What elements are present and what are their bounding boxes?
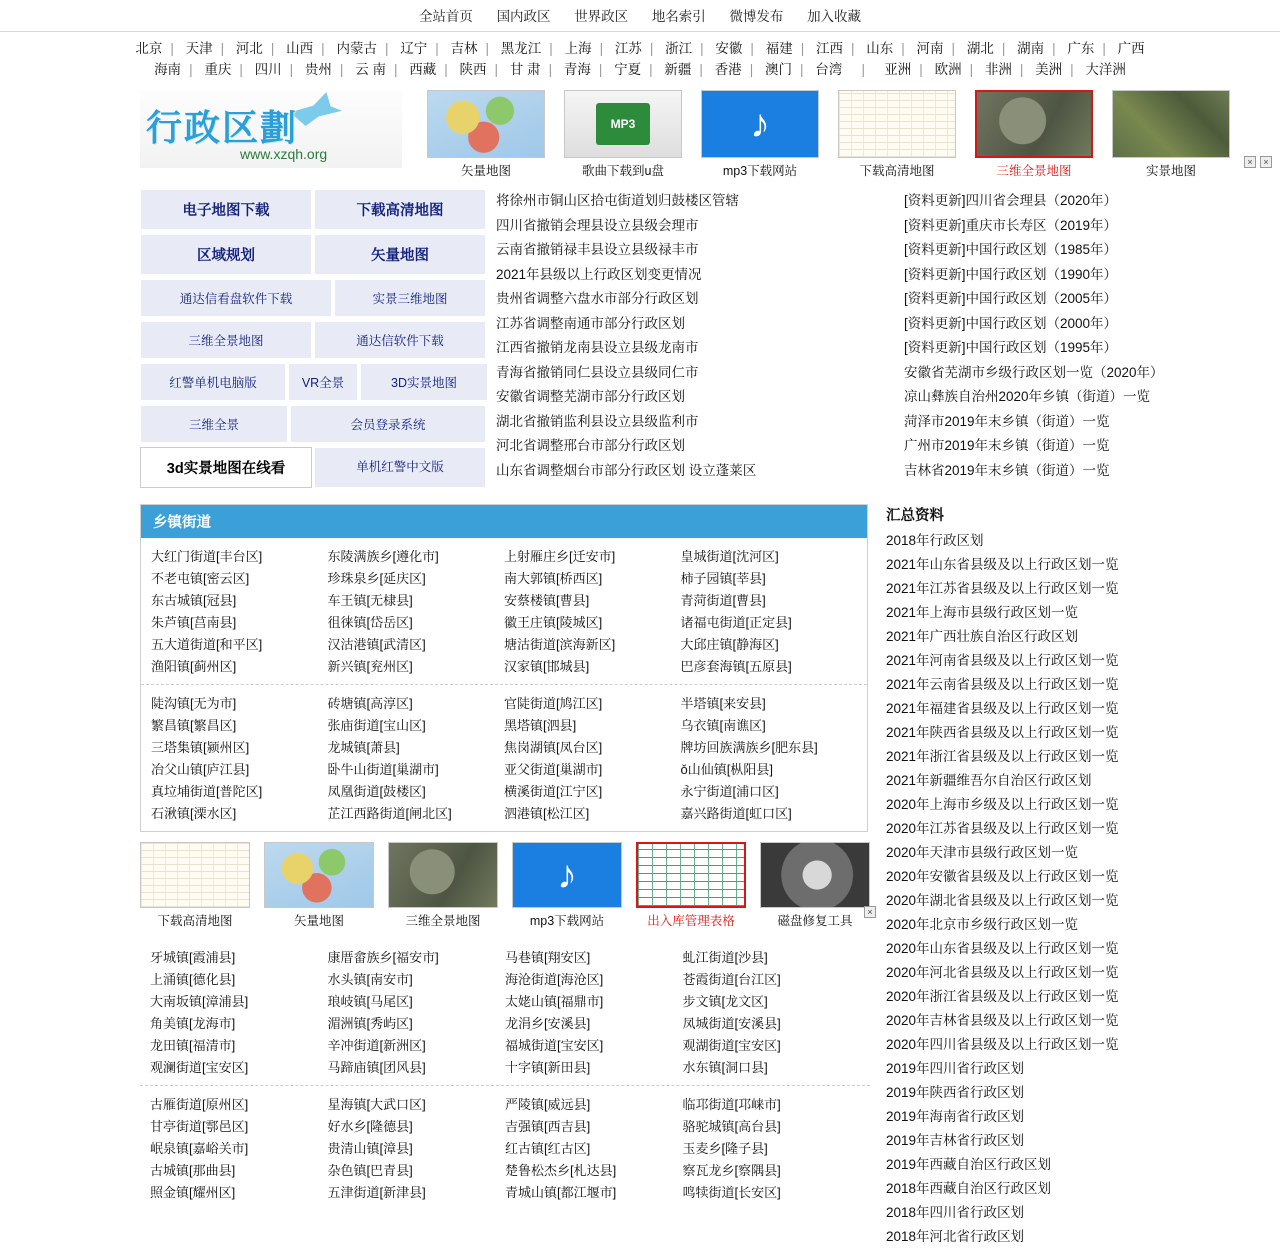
summary-title: 汇总资料: [886, 508, 944, 524]
thumb-label: 实景地图: [1145, 164, 1196, 178]
thumb-song-download[interactable]: [564, 90, 682, 179]
summary-item[interactable]: 2020年北京市乡级行政区划一览: [886, 917, 1079, 932]
town-link[interactable]: 福城街道[宝安区]: [505, 1038, 604, 1053]
region-link-hainan[interactable]: 海南: [154, 62, 182, 77]
main-columns: [0, 181, 1280, 492]
thumb-label: 三维全景地图: [405, 914, 481, 928]
button-tdx-software-download[interactable]: 通达信软件下载: [314, 321, 486, 359]
update-item[interactable]: [资料更新]中国行政区划（1985年）: [904, 242, 1118, 257]
town-link[interactable]: 楚鲁松杰乡[札达县]: [505, 1163, 617, 1178]
town-link[interactable]: 芷江西路街道[闸北区]: [327, 806, 452, 821]
region-link-tianjin[interactable]: 天津: [185, 41, 213, 56]
town-link[interactable]: 汉家镇[邯城县]: [504, 659, 590, 674]
town-link[interactable]: 亚父街道[巢湖市]: [504, 762, 603, 777]
region-link-sichuan[interactable]: 四川: [254, 62, 282, 77]
region-link-hongkong[interactable]: 香港: [714, 62, 742, 77]
town-link[interactable]: 严陵镇[威远县]: [505, 1097, 591, 1112]
close-icon[interactable]: ×: [1260, 156, 1272, 168]
town-link[interactable]: 龙城镇[萧县]: [327, 740, 400, 755]
updates-list: [888, 189, 1188, 492]
news-item[interactable]: 安徽省调整芜湖市部分行政区划: [496, 389, 685, 404]
nav-link-weibo[interactable]: 微博发布: [729, 9, 784, 24]
region-link-liaoning[interactable]: 辽宁: [400, 41, 428, 56]
town-link[interactable]: 冶父山镇[庐江县]: [151, 762, 250, 777]
town-link[interactable]: 渔阳镇[蓟州区]: [151, 659, 237, 674]
town-link[interactable]: 徽王庄镇[陵城区]: [504, 615, 603, 630]
thumb-image: [264, 842, 374, 908]
town-link[interactable]: 东古城镇[冠县]: [151, 593, 237, 608]
town-link[interactable]: 真垃埔街道[普陀区]: [151, 784, 263, 799]
button-red-alert-cn[interactable]: [314, 447, 486, 488]
towns-panel-title: 乡镇街道: [141, 505, 867, 538]
button-3d-real-scene-map[interactable]: 3D实景地图: [360, 363, 488, 401]
town-link[interactable]: 杂色镇[巴青县]: [327, 1163, 413, 1178]
region-link-guangxi[interactable]: 广西: [1117, 41, 1145, 56]
thumb-hd-map-download[interactable]: [838, 90, 956, 179]
thumb-image: [636, 842, 746, 908]
town-link[interactable]: 乌衣镇[南谯区]: [680, 718, 766, 733]
town-link[interactable]: 大邱庄镇[静海区]: [680, 637, 779, 652]
summary-item[interactable]: 2021年江苏省县级及以上行政区划一览: [886, 581, 1119, 596]
button-red-alert-pc[interactable]: 红警单机电脑版: [140, 363, 286, 401]
region-link-hunan[interactable]: 湖南: [1017, 41, 1045, 56]
mid-thumbnail-row: [140, 832, 873, 933]
region-link-fujian[interactable]: 福建: [765, 41, 793, 56]
news-item[interactable]: 四川省撤销会理县设立县级会理市: [496, 217, 699, 233]
town-link[interactable]: 皇城街道[沈河区]: [680, 549, 779, 564]
button-3d-panorama-map[interactable]: 三维全景地图: [140, 321, 312, 359]
midthumb-vector-map[interactable]: [264, 842, 374, 929]
town-link[interactable]: 龙田镇[福清市]: [150, 1038, 236, 1053]
midthumb-3d-panorama-map[interactable]: [388, 842, 498, 929]
town-link[interactable]: 康厝畲族乡[福安市]: [327, 950, 439, 965]
thumb-label: 矢量地图: [293, 914, 344, 928]
music-note-icon: ♪: [750, 102, 770, 146]
town-link[interactable]: 石湫镇[溧水区]: [151, 806, 237, 821]
summary-item[interactable]: 2019年西藏自治区行政区划: [886, 1157, 1052, 1172]
thumb-mp3-site[interactable]: [701, 90, 819, 179]
top-thumbnail-row: [427, 90, 1230, 179]
update-item[interactable]: 凉山彝族自治州2020年乡镇（街道）一览: [904, 389, 1151, 404]
region-link-shanghai[interactable]: 上海: [564, 41, 592, 56]
region-link-shanxi[interactable]: 山西: [286, 41, 314, 56]
summary-item[interactable]: 2020年上海市乡级及以上行政区划一览: [886, 797, 1119, 812]
town-link[interactable]: 海沧街道[海沧区]: [505, 972, 604, 987]
town-link[interactable]: 卧牛山街道[巢湖市]: [327, 762, 439, 777]
town-link[interactable]: 马蹄庙镇[团风县]: [327, 1060, 426, 1075]
update-item[interactable]: 吉林省2019年末乡镇（街道）一览: [904, 462, 1110, 478]
town-link[interactable]: 半塔镇[来安县]: [680, 696, 766, 711]
news-list: [488, 189, 888, 492]
summary-item[interactable]: 2019年陕西省行政区划: [886, 1085, 1025, 1100]
town-link[interactable]: 古城镇[那曲县]: [150, 1163, 236, 1178]
region-link-taiwan[interactable]: 台湾: [815, 62, 843, 77]
summary-item[interactable]: 2021年云南省县级及以上行政区划一览: [886, 677, 1119, 692]
summary-item[interactable]: 2020年湖北省县级及以上行政区划一览: [886, 893, 1119, 908]
thumb-image: [760, 842, 870, 908]
summary-item[interactable]: 2019年吉林省行政区划: [886, 1133, 1025, 1148]
midthumb-hd-map-download[interactable]: [140, 842, 250, 929]
town-link[interactable]: 古雁街道[原州区]: [150, 1097, 249, 1112]
town-link[interactable]: 新兴镇[兖州区]: [327, 659, 413, 674]
town-link[interactable]: 焦岗湖镇[凤台区]: [504, 740, 603, 755]
thumb-label: 下载高清地图: [859, 164, 935, 178]
update-item[interactable]: [资料更新]中国行政区划（1995年）: [904, 340, 1118, 355]
town-link[interactable]: 水东镇[洞口县]: [682, 1060, 768, 1075]
quick-links-panel: [140, 189, 457, 492]
town-link[interactable]: 青菏街道[曹县]: [680, 593, 766, 608]
region-row-2: 海南 | 重庆 | 四川 | 贵州 | 云 南 | 西藏 | 陕西 | 甘 肃 | 青海 | 宁夏 | 新疆 | 香港 | 澳门 | 台湾 | 亚洲 | 欧洲 | 非洲 | 美洲 | 大洋洲: [0, 59, 1280, 80]
region-link-shaanxi[interactable]: 陕西: [459, 62, 487, 77]
thumb-label: 三维全景地图: [996, 164, 1072, 178]
thumb-image: [975, 90, 1093, 158]
town-link[interactable]: 凤凰街道[鼓楼区]: [327, 784, 426, 799]
town-link[interactable]: 大红门街道[丰台区]: [151, 549, 263, 564]
region-link-oceania[interactable]: 大洋洲: [1085, 62, 1126, 77]
news-item[interactable]: 湖北省撤销监利县设立县级监利市: [496, 413, 699, 429]
region-link-zhejiang[interactable]: 浙江: [665, 41, 693, 56]
town-link[interactable]: 虬江街道[沙县]: [682, 950, 768, 965]
region-link-qinghai[interactable]: 青海: [563, 62, 591, 77]
region-link-chongqing[interactable]: 重庆: [204, 62, 232, 77]
town-link[interactable]: 上涌镇[德化县]: [150, 972, 236, 987]
mp3-icon: MP3: [596, 103, 650, 145]
region-link-beijing[interactable]: 北京: [135, 41, 163, 56]
region-link-africa[interactable]: 非洲: [984, 62, 1012, 77]
thumb-label: 磁盘修复工具: [777, 914, 853, 928]
button-member-login[interactable]: 会员登录系统: [290, 405, 486, 443]
summary-item[interactable]: 2020年四川省县级及以上行政区划一览: [886, 1037, 1119, 1052]
town-link[interactable]: 察瓦龙乡[察隅县]: [682, 1163, 781, 1178]
summary-item[interactable]: 2021年福建省县级及以上行政区划一览: [886, 701, 1119, 716]
town-link[interactable]: 三塔集镇[颍州区]: [151, 740, 250, 755]
update-item[interactable]: [资料更新]四川省会理县（2020年）: [904, 193, 1118, 208]
button-hd-map-download[interactable]: 下载高清地图: [314, 189, 486, 230]
town-link[interactable]: 红古镇[红古区]: [505, 1141, 591, 1156]
town-link[interactable]: 汉沽港镇[武清区]: [327, 637, 426, 652]
town-link[interactable]: ǒ山仙镇[枞阳县]: [680, 762, 773, 777]
region-link-neimenggu[interactable]: 内蒙古: [336, 41, 377, 56]
region-link-ningxia[interactable]: 宁夏: [614, 62, 642, 77]
region-link-yunnan[interactable]: 云 南: [355, 62, 386, 77]
lower-section: [0, 492, 1280, 1249]
region-link-guizhou[interactable]: 贵州: [304, 62, 332, 77]
town-link[interactable]: 角美镇[龙海市]: [150, 1016, 236, 1031]
region-link-gansu[interactable]: 甘 肃: [509, 62, 541, 77]
news-item[interactable]: 江西省撤销龙南县设立县级龙南市: [496, 340, 699, 355]
town-link[interactable]: 湄洲镇[秀屿区]: [327, 1016, 413, 1031]
town-link[interactable]: 繁昌镇[繁昌区]: [151, 718, 237, 733]
region-link-asia[interactable]: 亚洲: [884, 62, 912, 77]
button-3d-real-map[interactable]: 实景三维地图: [334, 279, 486, 317]
region-row-1: 北京 | 天津 | 河北 | 山西 | 内蒙古 | 辽宁 | 吉林 | 黑龙江 | 上海 | 江苏 | 浙江 | 安徽 | 福建 | 江西 | 山东 | 河南 | 湖北 | 湖南 | 广东 | 广西: [0, 38, 1280, 59]
nav-link-domestic[interactable]: 国内政区: [496, 9, 551, 24]
summary-item[interactable]: 2021年河南省县级及以上行政区划一览: [886, 653, 1119, 668]
town-link[interactable]: 临邛街道[邛崃市]: [682, 1097, 781, 1112]
summary-item[interactable]: 2021年广西壮族自治区行政区划: [886, 629, 1079, 644]
town-link[interactable]: 贵清山镇[漳县]: [327, 1141, 413, 1156]
button-3d-panorama[interactable]: 三维全景: [140, 405, 288, 443]
nav-link-home[interactable]: 全站首页: [418, 9, 473, 24]
town-link[interactable]: 甘亭街道[鄠邑区]: [150, 1119, 249, 1134]
town-link[interactable]: 十字镇[新田县]: [505, 1060, 591, 1075]
town-link[interactable]: 观澜街道[宝安区]: [150, 1060, 249, 1075]
news-item[interactable]: 河北省调整邢台市部分行政区划: [496, 438, 685, 453]
region-links: [0, 32, 1280, 84]
summary-item[interactable]: 2018年西藏自治区行政区划: [886, 1181, 1052, 1196]
close-icon[interactable]: ×: [1244, 156, 1256, 168]
town-link[interactable]: 大南坂镇[漳浦县]: [150, 994, 249, 1009]
button-vr-panorama[interactable]: VR全景: [288, 363, 358, 401]
summary-item[interactable]: 2020年山东省县级及以上行政区划一览: [886, 941, 1119, 956]
town-link[interactable]: 星海镇[大武口区]: [327, 1097, 426, 1112]
thumb-label: 歌曲下载到u盘: [582, 164, 664, 178]
town-link[interactable]: 黑塔镇[泗县]: [504, 718, 577, 733]
midthumb-inventory-template[interactable]: [636, 842, 746, 929]
town-link[interactable]: 凤城街道[安溪县]: [682, 1016, 781, 1031]
news-item[interactable]: 山东省调整烟台市部分行政区划 设立蓬莱区: [496, 462, 757, 478]
town-link[interactable]: 牙城镇[霞浦县]: [150, 950, 236, 965]
thumb-label: mp3下载网站: [722, 164, 798, 178]
town-link[interactable]: 官陡街道[鸠江区]: [504, 696, 603, 711]
summary-item[interactable]: 2020年吉林省县级及以上行政区划一览: [886, 1013, 1119, 1028]
region-link-europe[interactable]: 欧洲: [934, 62, 962, 77]
town-link[interactable]: 岷泉镇[嘉峪关市]: [150, 1141, 249, 1156]
town-link[interactable]: 琅岐镇[马尾区]: [327, 994, 413, 1009]
update-item[interactable]: 安徽省芜湖市乡级行政区划一览（2020年）: [904, 364, 1164, 380]
logo-url: www.xzqh.org: [240, 146, 328, 162]
town-link[interactable]: 横溪街道[江宁区]: [504, 784, 603, 799]
region-link-jilin[interactable]: 吉林: [450, 41, 478, 56]
update-item[interactable]: 广州市2019年末乡镇（街道）一览: [904, 438, 1110, 453]
town-link[interactable]: 陡沟镇[无为市]: [151, 696, 237, 711]
town-link[interactable]: 骆驼城镇[高台县]: [682, 1119, 781, 1134]
towns-block-1: [141, 538, 867, 685]
town-link[interactable]: 马巷镇[翔安区]: [505, 950, 591, 965]
town-link[interactable]: 龙涓乡[安溪县]: [505, 1016, 591, 1031]
top-navigation: [0, 0, 1280, 32]
midthumb-disk-repair-tool[interactable]: [760, 842, 870, 929]
town-link[interactable]: 徂徕镇[岱岳区]: [327, 615, 413, 630]
quick-links-grid: [140, 189, 490, 492]
towns-block-4: [140, 1086, 870, 1210]
news-item[interactable]: 贵州省调整六盘水市部分行政区划: [496, 291, 699, 306]
nav-link-placename-index[interactable]: 地名索引: [651, 9, 706, 24]
region-link-xizang[interactable]: 西藏: [409, 62, 437, 77]
thumb-label: 出入库管理表格: [647, 914, 735, 928]
town-link[interactable]: 诸福屯街道[正定县]: [680, 615, 792, 630]
town-link[interactable]: 鸣犊街道[长安区]: [682, 1185, 781, 1200]
town-link[interactable]: 珍珠泉乡[延庆区]: [327, 571, 426, 586]
news-item[interactable]: 江苏省调整南通市部分行政区划: [496, 315, 685, 331]
summary-item[interactable]: 2021年浙江省县级及以上行政区划一览: [886, 749, 1119, 764]
nav-link-bookmark[interactable]: 加入收藏: [807, 9, 862, 24]
region-link-macau[interactable]: 澳门: [764, 62, 792, 77]
town-link[interactable]: 朱芦镇[莒南县]: [151, 615, 237, 630]
thumb-label: 下载高清地图: [157, 914, 233, 928]
site-logo[interactable]: [140, 90, 402, 168]
towns-block-3: [140, 939, 870, 1086]
midthumb-mp3-site[interactable]: [512, 842, 622, 929]
thumb-image: [564, 90, 682, 158]
news-item[interactable]: 青海省撤销同仁县设立县级同仁市: [496, 364, 699, 380]
summary-item[interactable]: 2018年四川省行政区划: [886, 1205, 1025, 1220]
thumb-image: [838, 90, 956, 158]
summary-item[interactable]: 2020年江苏省县级及以上行政区划一览: [886, 821, 1119, 836]
summary-item[interactable]: 2019年海南省行政区划: [886, 1109, 1025, 1124]
towns-block-2: [141, 685, 867, 831]
region-link-guangdong[interactable]: 广东: [1067, 41, 1095, 56]
summary-item[interactable]: 2021年陕西省县级及以上行政区划一览: [886, 725, 1119, 740]
button-region-planning[interactable]: 区域规划: [140, 234, 312, 275]
towns-panel: [140, 504, 868, 832]
region-link-hebei[interactable]: 河北: [235, 41, 263, 56]
thumb-label: 矢量地图: [460, 164, 511, 178]
region-link-shandong[interactable]: 山东: [866, 41, 894, 56]
news-item[interactable]: 将徐州市铜山区拾屯街道划归鼓楼区管辖: [496, 193, 739, 208]
region-link-jiangsu[interactable]: 江苏: [614, 41, 642, 56]
thumb-image: [512, 842, 622, 908]
thumb-image: [140, 842, 250, 908]
button-label: 单机红警中文版: [356, 460, 444, 474]
town-link[interactable]: 安蔡楼镇[曹县]: [504, 593, 590, 608]
region-link-xinjiang[interactable]: 新疆: [664, 62, 692, 77]
summary-panel: [870, 504, 1170, 1249]
region-link-henan[interactable]: 河南: [916, 41, 944, 56]
summary-item[interactable]: 2021年山东省县级及以上行政区划一览: [886, 557, 1119, 572]
town-link[interactable]: 南大郭镇[桥西区]: [504, 571, 603, 586]
town-link[interactable]: 柿子园镇[莘县]: [680, 571, 766, 586]
town-link[interactable]: 辛冲街道[新洲区]: [327, 1038, 426, 1053]
thumb-image: [388, 842, 498, 908]
thumb-vector-map[interactable]: [427, 90, 545, 179]
town-link[interactable]: 上射雁庄乡[迁安市]: [504, 549, 616, 564]
region-link-jiangxi[interactable]: 江西: [815, 41, 843, 56]
button-tdx-viewer-download[interactable]: 通达信看盘软件下载: [140, 279, 332, 317]
thumb-label: mp3下载网站: [529, 914, 605, 928]
town-link[interactable]: 车王镇[无棣县]: [327, 593, 413, 608]
town-link[interactable]: 不老屯镇[密云区]: [151, 571, 250, 586]
summary-item[interactable]: 2021年上海市县级行政区划一览: [886, 605, 1079, 620]
news-item[interactable]: 2021年县级以上行政区划变更情况: [496, 266, 702, 282]
news-item[interactable]: 云南省撤销禄丰县设立县级禄丰市: [496, 242, 699, 257]
town-link[interactable]: 太姥山镇[福鼎市]: [505, 994, 604, 1009]
update-item[interactable]: [资料更新]中国行政区划（2005年）: [904, 291, 1118, 306]
town-link[interactable]: 五大道街道[和平区]: [151, 637, 263, 652]
town-link[interactable]: 巴彦套海镇[五原县]: [680, 659, 792, 674]
town-link[interactable]: 五津街道[新津县]: [327, 1185, 426, 1200]
summary-item[interactable]: 2019年四川省行政区划: [886, 1061, 1025, 1076]
town-link[interactable]: 牌坊回族满族乡[肥东县]: [680, 740, 818, 755]
town-link[interactable]: 砖塘镇[高淳区]: [327, 696, 413, 711]
thumb-3d-panorama-map[interactable]: [975, 90, 1093, 179]
thumb-image: [701, 90, 819, 158]
town-link[interactable]: 好水乡[隆德县]: [327, 1119, 413, 1134]
region-link-anhui[interactable]: 安徽: [715, 41, 743, 56]
town-link[interactable]: 水头镇[南安市]: [327, 972, 413, 987]
button-emap-download[interactable]: 电子地图下载: [140, 189, 312, 230]
button-3d-map-online[interactable]: 3d实景地图在线看: [140, 447, 312, 488]
thumb-image: [1112, 90, 1230, 158]
banner-strip: [0, 84, 1280, 181]
close-icon[interactable]: ×: [864, 906, 876, 918]
music-note-icon: ♪: [557, 853, 577, 897]
town-link[interactable]: 青城山镇[都江堰市]: [505, 1185, 617, 1200]
summary-item[interactable]: 2018年行政区划: [886, 533, 984, 548]
town-link[interactable]: 照金镇[耀州区]: [150, 1185, 236, 1200]
summary-item[interactable]: 2020年安徽省县级及以上行政区划一览: [886, 869, 1119, 884]
summary-item[interactable]: 2020年浙江省县级及以上行政区划一览: [886, 989, 1119, 1004]
thumb-image: [427, 90, 545, 158]
region-link-hubei[interactable]: 湖北: [966, 41, 994, 56]
summary-item[interactable]: 2018年河北省行政区划: [886, 1229, 1025, 1244]
town-link[interactable]: 吉强镇[西吉县]: [505, 1119, 591, 1134]
nav-link-world[interactable]: 世界政区: [574, 9, 629, 24]
update-item[interactable]: [资料更新]重庆市长寿区（2019年）: [904, 217, 1118, 233]
button-vector-map[interactable]: 矢量地图: [314, 234, 486, 275]
thumb-real-scene-map[interactable]: [1112, 90, 1230, 179]
summary-item[interactable]: 2021年新疆维吾尔自治区行政区划: [886, 773, 1092, 788]
summary-item[interactable]: 2020年河北省县级及以上行政区划一览: [886, 965, 1119, 980]
logo-title: 行政区劃: [146, 108, 299, 149]
town-link[interactable]: 观湖街道[宝安区]: [682, 1038, 781, 1053]
update-item[interactable]: 菏泽市2019年末乡镇（街道）一览: [904, 413, 1110, 429]
town-link[interactable]: 嘉兴路街道[虹口区]: [680, 806, 792, 821]
town-link[interactable]: 泗港镇[松江区]: [504, 806, 590, 821]
region-link-america[interactable]: 美洲: [1035, 62, 1063, 77]
town-link[interactable]: 永宁街道[浦口区]: [680, 784, 779, 799]
summary-item[interactable]: 2020年天津市县级行政区划一览: [886, 845, 1079, 860]
region-link-heilongjiang[interactable]: 黑龙江: [500, 41, 542, 56]
town-link[interactable]: 塘沽街道[滨海新区]: [504, 637, 616, 652]
town-link[interactable]: 苍霞街道[台江区]: [682, 972, 781, 987]
update-item[interactable]: [资料更新]中国行政区划（1990年）: [904, 266, 1118, 282]
town-link[interactable]: 玉麦乡[隆子县]: [682, 1141, 768, 1156]
town-link[interactable]: 张庙街道[宝山区]: [327, 718, 426, 733]
town-link[interactable]: 东陵满族乡[遵化市]: [327, 549, 439, 564]
town-link[interactable]: 步文镇[龙文区]: [682, 994, 768, 1009]
update-item[interactable]: [资料更新]中国行政区划（2000年）: [904, 315, 1118, 331]
